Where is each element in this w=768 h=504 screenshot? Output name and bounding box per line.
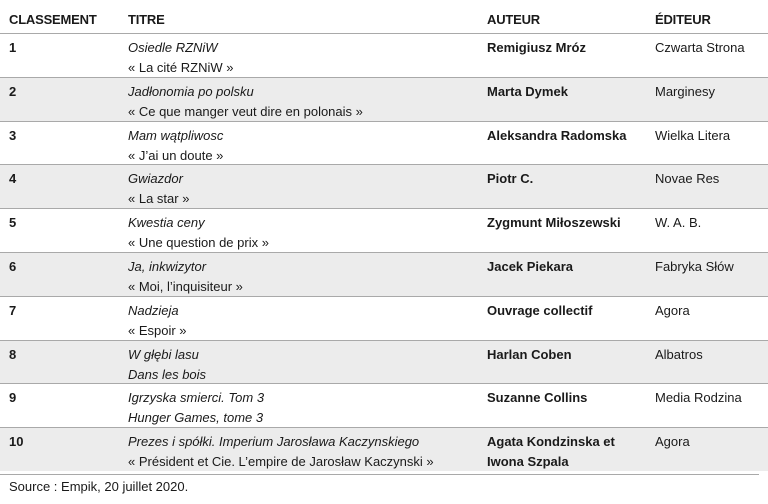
publisher-cell: Agora: [655, 434, 690, 450]
title-cell: [128, 169, 478, 209]
table-row: [0, 208, 768, 252]
table-row: [0, 252, 768, 296]
publisher-cell: W. A. B.: [655, 215, 702, 231]
original-title: Osiedle RZNiW: [128, 40, 218, 55]
translated-title: « Président et Cie. L’empire de Jarosław Kaczynski »: [128, 454, 434, 470]
author-cell: Remigiusz Mróz: [487, 40, 586, 55]
publisher-cell: Wielka Litera: [655, 127, 731, 143]
original-title: Kwestia ceny: [128, 215, 205, 231]
author-cell: Ouvrage collectif: [487, 302, 593, 318]
original-title: Igrzyska smierci. Tom 3: [128, 390, 265, 406]
rank-cell: 1: [9, 40, 17, 55]
table-row: [0, 121, 768, 165]
rank-cell: 10: [9, 434, 24, 450]
translated-title: « Moi, l’inquisiteur »: [128, 278, 243, 294]
original-title: Prezes i spółki. Imperium Jarosława Kaczynskiego: [128, 434, 420, 450]
author-cell: Suzanne Collins: [487, 390, 588, 406]
publisher-cell: Albatros: [655, 346, 703, 362]
table-row: [0, 164, 768, 208]
original-title: W głębi lasu: [128, 346, 199, 362]
translated-title: « J’ai un doute »: [128, 147, 224, 163]
rank-cell: 6: [9, 258, 17, 274]
header-title: TITRE: [128, 12, 165, 27]
table-header: [0, 0, 768, 33]
original-title: Ja, inkwizytor: [128, 258, 207, 274]
author-cell: Zygmunt Miłoszewski: [487, 215, 621, 231]
author-cell: Piotr C.: [487, 171, 534, 187]
rank-cell: 2: [9, 83, 17, 99]
translated-title: « La star »: [128, 191, 190, 207]
original-title: Mam wątpliwosc: [128, 127, 224, 143]
publisher-cell: Novae Res: [655, 171, 720, 187]
publisher-cell: Marginesy: [655, 83, 715, 99]
title-cell: [128, 345, 478, 385]
table-row: [0, 77, 768, 121]
title-cell: [128, 213, 478, 253]
title-cell: [128, 301, 478, 341]
publisher-cell: Agora: [655, 302, 690, 318]
rank-cell: 3: [9, 127, 17, 143]
rank-cell: 8: [9, 346, 17, 362]
table-row: [0, 33, 768, 77]
table-row: [0, 340, 768, 384]
title-cell: [128, 126, 478, 166]
table-row: [0, 383, 768, 427]
translated-title: « Une question de prix »: [128, 235, 269, 251]
publisher-cell: Fabryka Słów: [655, 258, 734, 274]
title-cell: [128, 38, 478, 78]
rank-cell: 5: [9, 215, 17, 231]
title-cell: [128, 82, 478, 122]
original-title: Gwiazdor: [128, 171, 183, 187]
translated-title: « Espoir »: [128, 322, 187, 338]
rank-cell: 4: [9, 171, 17, 187]
table-row: [0, 427, 768, 471]
title-cell: [128, 388, 478, 428]
publisher-cell: Media Rodzina: [655, 390, 742, 406]
header-rank: CLASSEMENT: [9, 12, 97, 27]
original-title: Jadłonomia po polsku: [128, 83, 254, 99]
author-cell: Marta Dymek: [487, 83, 568, 99]
rank-cell: 9: [9, 390, 17, 406]
author-cell: Agata Kondzinska et Iwona Szpala: [487, 434, 615, 470]
table-body: [0, 33, 768, 471]
source-note: Source : Empik, 20 juillet 2020.: [0, 474, 759, 494]
translated-title: Dans les bois: [128, 366, 207, 382]
author-cell: Harlan Coben: [487, 346, 572, 362]
rank-cell: 7: [9, 302, 17, 318]
original-title: Nadzieja: [128, 302, 179, 318]
translated-title: Hunger Games, tome 3: [128, 410, 264, 426]
title-cell: [128, 257, 478, 297]
translated-title: « Ce que manger veut dire en polonais »: [128, 103, 363, 119]
header-author: AUTEUR: [487, 12, 540, 27]
translated-title: « La cité RZNiW »: [128, 60, 234, 75]
publisher-cell: Czwarta Strona: [655, 40, 745, 55]
author-cell: Aleksandra Radomska: [487, 127, 627, 143]
table-row: [0, 296, 768, 340]
title-cell: [128, 432, 478, 472]
author-cell: Jacek Piekara: [487, 258, 574, 274]
header-publisher: ÉDITEUR: [655, 12, 711, 27]
